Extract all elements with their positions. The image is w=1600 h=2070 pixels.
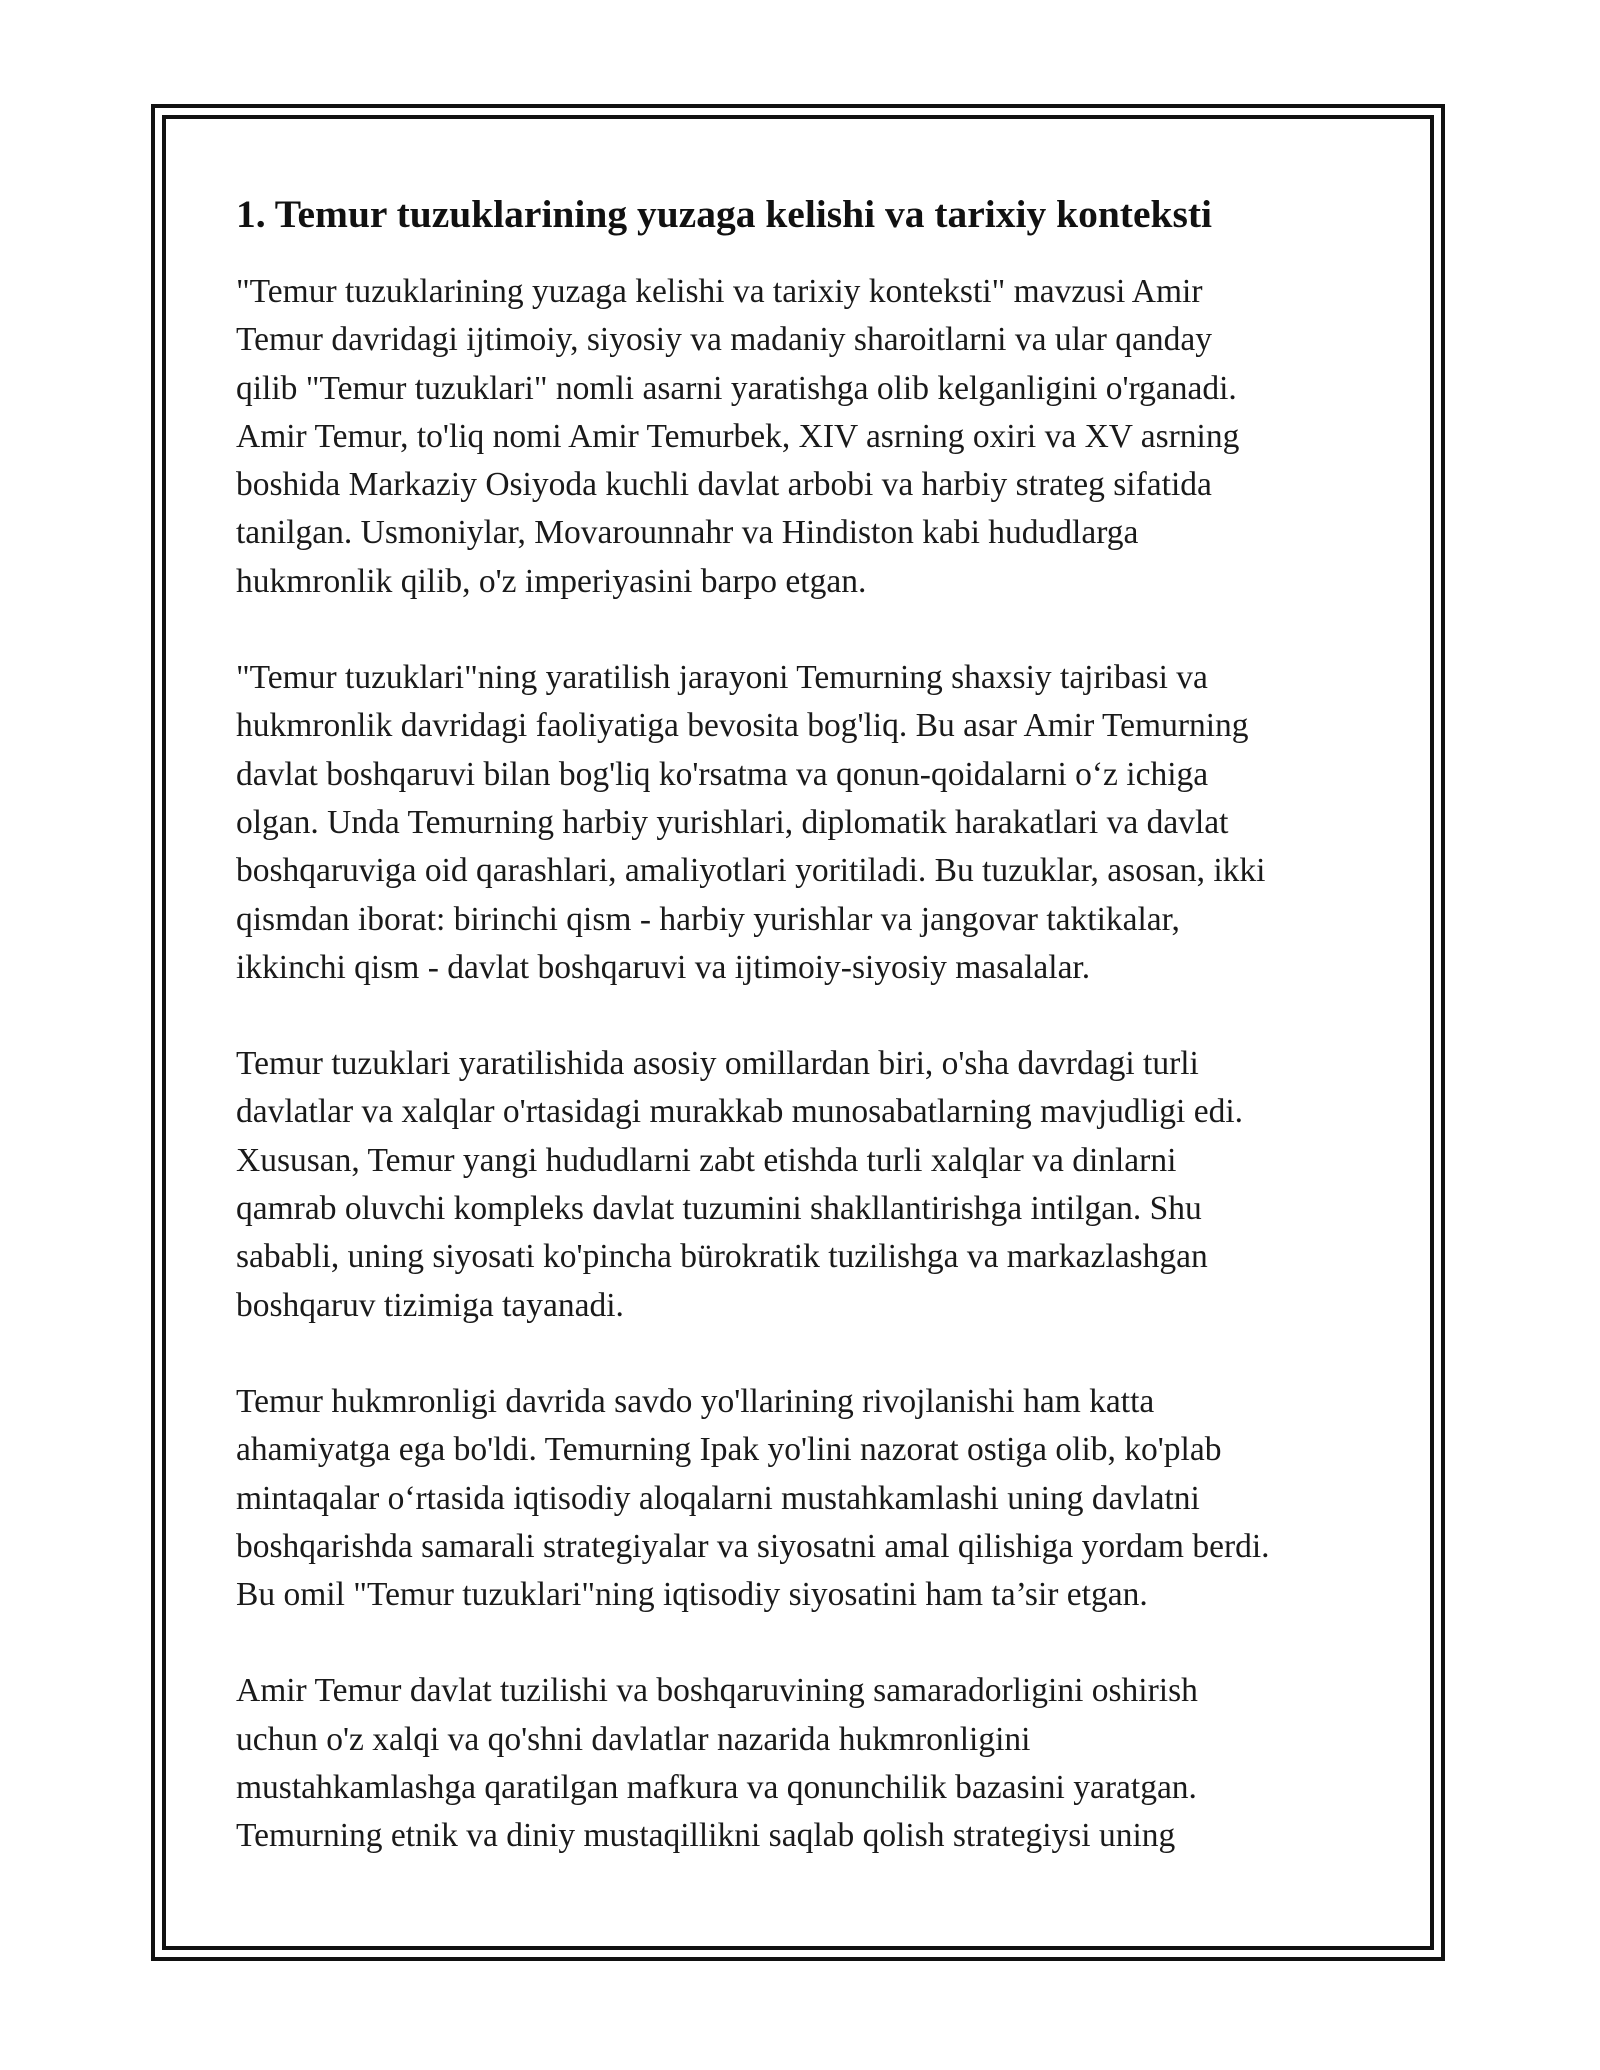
paragraph-5 <box>236 1667 1386 1860</box>
text-line: Bu omil "Temur tuzuklari"ning iqtisodiy siyosatini ham ta’sir etgan. <box>236 1576 1148 1614</box>
text-line: Temur tuzuklari yaratilishida asosiy omillardan biri, o'sha davrdagi turli <box>236 1045 1199 1083</box>
text-line: davlat boshqaruvi bilan bog'liq ko'rsatma va qonun-qoidalarni o‘z ichiga <box>236 755 1209 793</box>
text-line: Temur hukmronligi davrida savdo yo'llarining rivojlanishi ham katta <box>236 1382 1155 1420</box>
text-line: boshida Markaziy Osiyoda kuchli davlat arbobi va harbiy strateg sifatida <box>236 466 1212 504</box>
text-line: Amir Temur, to'liq nomi Amir Temurbek, XIV asrning oxiri va XV asrning <box>236 417 1240 455</box>
text-line: Temurning etnik va diniy mustaqillikni saqlab qolish strategiysi uning <box>236 1817 1176 1855</box>
text-line: "Temur tuzuklarining yuzaga kelishi va tarixiy konteksti" mavzusi Amir <box>236 273 1203 310</box>
paragraph-1 <box>236 268 1386 606</box>
text-line: sababli, uning siyosati ko'pincha bürokratik tuzilishga va markazlashgan <box>236 1238 1208 1276</box>
text-line: mintaqalar o‘rtasida iqtisodiy aloqalarni mustahkamlashi uning davlatni <box>236 1479 1200 1517</box>
text-line: olgan. Unda Temurning harbiy yurishlari, diplomatik harakatlari va davlat <box>236 803 1229 841</box>
section-heading: 1. Temur tuzuklarining yuzaga kelishi va tarixiy konteksti <box>236 192 1212 236</box>
text-line: hukmronlik qilib, o'z imperiyasini barpo etgan. <box>236 562 867 600</box>
text-line: Amir Temur davlat tuzilishi va boshqaruvining samaradorligini oshirish <box>236 1672 1198 1710</box>
text-line: qilib "Temur tuzuklari" nomli asarni yaratishga olib kelganligini o'rganadi. <box>236 369 1237 407</box>
text-line: Xususan, Temur yangi hududlarni zabt etishda turli xalqlar va dinlarni <box>236 1141 1177 1179</box>
text-line: boshqaruviga oid qarashlari, amaliyotlari yoritiladi. Bu tuzuklar, asosan, ikki <box>236 852 1266 890</box>
paragraph-3 <box>236 1040 1386 1330</box>
text-line: davlatlar va xalqlar o'rtasidagi murakkab munosabatlarning mavjudligi edi. <box>236 1093 1244 1131</box>
document-body <box>236 186 1386 1909</box>
text-line: boshqaruv tizimiga tayanadi. <box>236 1286 624 1324</box>
text-line: tanilgan. Usmoniylar, Movarounnahr va Hindiston kabi hududlarga <box>236 514 1139 552</box>
text-line: qamrab oluvchi kompleks davlat tuzumini shakllantirishga intilgan. Shu <box>236 1190 1202 1228</box>
text-line: uchun o'z xalqi va qo'shni davlatlar nazarida hukmronligini <box>236 1720 1031 1758</box>
text-line: qismdan iborat: birinchi qism - harbiy yurishlar va jangovar taktikalar, <box>236 900 1180 938</box>
paragraph-2 <box>236 654 1386 992</box>
text-line: Temur davridagi ijtimoiy, siyosiy va madaniy sharoitlarni va ular qanday <box>236 321 1213 359</box>
text-line: hukmronlik davridagi faoliyatiga bevosita bog'liq. Bu asar Amir Temurning <box>236 707 1249 745</box>
paragraph-4 <box>236 1378 1386 1619</box>
text-line: "Temur tuzuklari"ning yaratilish jarayoni Temurning shaxsiy tajribasi va <box>236 659 1208 697</box>
text-line: ikkinchi qism - davlat boshqaruvi va ijtimoiy-siyosiy masalalar. <box>236 948 1091 986</box>
text-line: boshqarishda samarali strategiyalar va siyosatni amal qilishiga yordam berdi. <box>236 1527 1270 1565</box>
text-line: mustahkamlashga qaratilgan mafkura va qonunchilik bazasini yaratgan. <box>236 1769 1197 1807</box>
text-line: ahamiyatga ega bo'ldi. Temurning Ipak yo'lini nazorat ostiga olib, ko'plab <box>236 1431 1222 1469</box>
